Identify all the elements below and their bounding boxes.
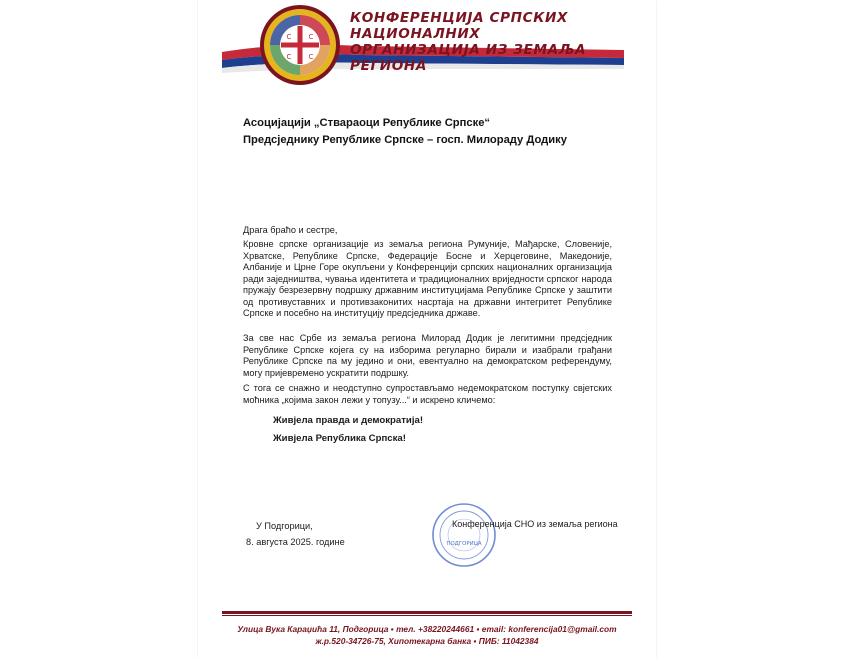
- paragraph-1: Кровне српске организације из земаља региона Румуније, Мађарске, Словеније, Хрватске, Републике Српске, Федерације Босне и Херцеговине, Македоније, Албаније и Црне Горе окупљени у Конференцији српских националних организација ради заједништва, чувања идентитета и традиционалних вриједности српског народа пружају безрезервну подршку државним институцијама Републике Српске у заштити од противуставних и противзаконитих насртаја на државни интегритет Републике Српске и посебно на институцију предсједника државе.: [243, 239, 612, 318]
- paragraph-2: За све нас Србе из земаља региона Милорад Додик је легитимни предсједник Републике Српске којега су на изборима регуларно бирали и изабрали грађани Републике Српске па му једино и они, евентуално на демократском референдуму, могу пријевремено ускратити подршку.: [243, 333, 612, 378]
- addressee-line-1: Асоцијацији „Ствараоци Републике Српске“: [243, 117, 491, 129]
- org-title-line-1: КОНФЕРЕНЦИЈА СРПСКИХ НАЦИОНАЛНИХ: [350, 10, 568, 42]
- svg-text:С: С: [308, 53, 314, 61]
- addressee-line-2: Предсједнику Републике Српске – госп. Милораду Додику: [243, 134, 567, 146]
- exclamation-1: Живјела правда и демократија!: [273, 415, 424, 426]
- organization-title: [350, 10, 610, 74]
- paragraph-3: С тога се снажно и неодступно супростављамо недемократском поступку свјетских моћника „којима закон лежи у топузу...“ и искрено кличемо:: [243, 383, 612, 405]
- svg-text:С: С: [286, 53, 292, 61]
- signature-date: 8. августа 2025. године: [246, 537, 345, 547]
- svg-text:С: С: [286, 33, 292, 41]
- org-title-line-2: ОРГАНИЗАЦИЈА ИЗ ЗЕМАЉА РЕГИОНА: [350, 42, 587, 74]
- footer-divider-thick: [222, 611, 632, 614]
- footer-bank-line: ж.р.520-34726-75, Хипотекарна банка ▪ ПИБ: 11042384: [315, 636, 539, 646]
- serbian-cross-emblem-icon: [259, 4, 341, 86]
- round-stamp-icon: [431, 502, 497, 568]
- signature-place: У Подгорици,: [256, 521, 313, 531]
- stamp-city-text: ПОДГОРИЦА: [446, 541, 482, 547]
- signature-signer: Конференција СНО из земаља региона: [452, 519, 618, 529]
- letter-page: [198, 0, 656, 658]
- greeting: Драга браћо и сестре,: [243, 225, 338, 235]
- footer-address-line: Улица Вука Караџића 11, Подгорица ▪ тел. +38220244661 ▪ email: konferencija01@gmail.com: [237, 624, 617, 634]
- svg-text:С: С: [308, 33, 314, 41]
- footer-divider-thin: [222, 615, 632, 616]
- exclamation-2: Живјела Република Српска!: [273, 433, 406, 444]
